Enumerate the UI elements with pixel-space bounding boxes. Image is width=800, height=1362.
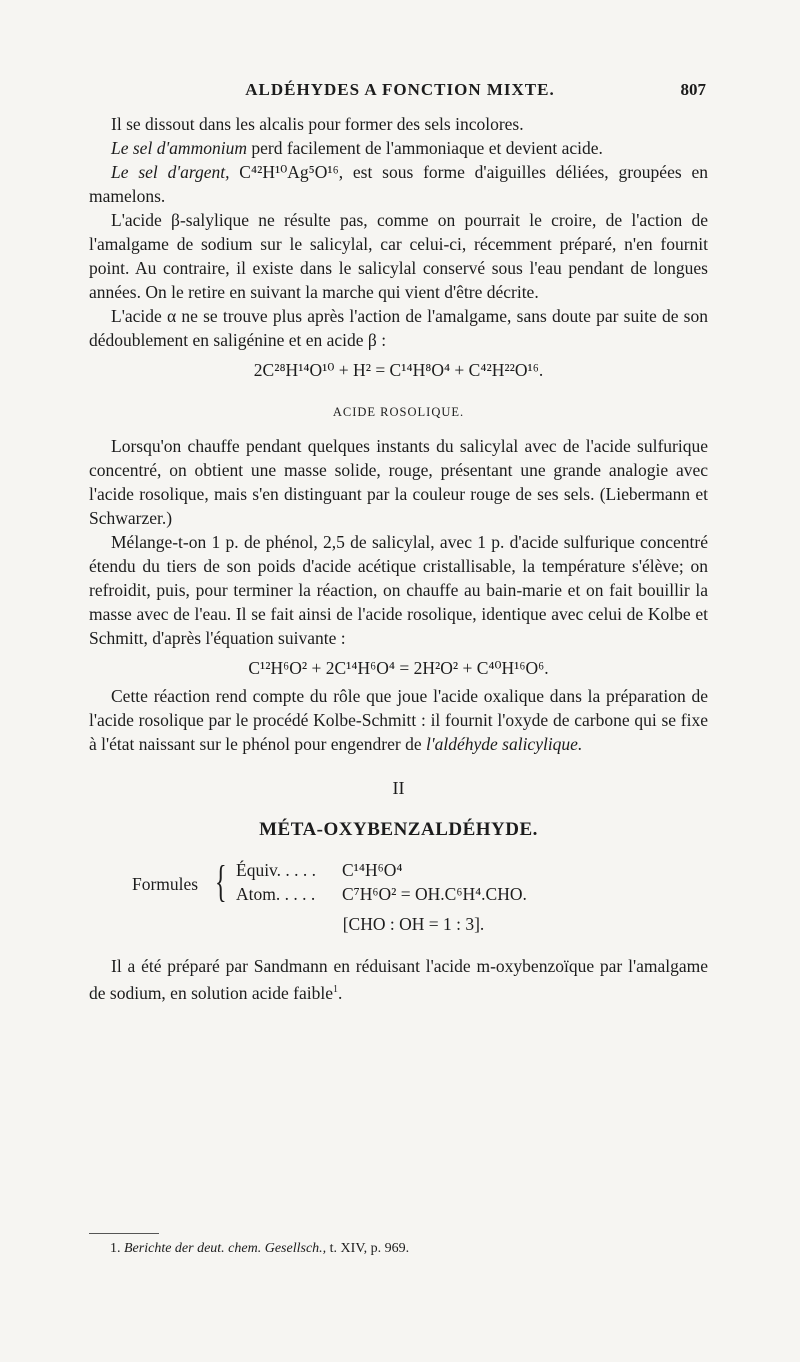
formula-value: C¹⁴H⁶O⁴ bbox=[342, 860, 403, 880]
paragraph: Lorsqu'on chauffe pendant quelques instants du salicylal avec de l'acide sulfurique concentré, on obtient une masse solide, rouge, présentant une grande analogie avec l'acide rosolique, mais s'en distinguant par la couleur rouge de ses sels. (Liebermann et Schwarzer.) bbox=[89, 436, 708, 528]
paragraph bbox=[89, 954, 708, 1005]
emphasis: l'aldéhyde salicylique. bbox=[426, 734, 583, 754]
footnote-divider bbox=[89, 1233, 159, 1234]
page-number: 807 bbox=[680, 80, 706, 99]
footnote-text: t. XIV, p. 969. bbox=[326, 1241, 410, 1256]
footnote-source: Berichte der deut. chem. Gesellsch., bbox=[124, 1241, 327, 1256]
formulas-block bbox=[89, 858, 708, 910]
formula-key: Atom. . . . . bbox=[236, 884, 316, 904]
running-title: ALDÉHYDES A FONCTION MIXTE. bbox=[245, 80, 555, 99]
chapter-number: II bbox=[392, 778, 405, 798]
emphasis: Le sel d'argent, bbox=[111, 162, 230, 182]
paragraph: L'acide α ne se trouve plus après l'action de l'amalgame, sans doute par suite de son dédoublement en saligénine et en acide β : bbox=[89, 306, 708, 350]
paragraph-text: . bbox=[337, 982, 343, 1003]
paragraph: Mélange-t-on 1 p. de phénol, 2,5 de salicylal, avec 1 p. d'acide sulfurique concentré étendu du tiers de son poids d'acide acétique cristallisable, la température s'élève; on refroidit, puis, pour terminer la réaction, on chauffe au bain-marie et on fait bouillir la masse avec de l'eau. Il se fait ainsi de l'acide rosolique, identique avec celui de Kolbe et Schmitt, d'après l'équation suivante : bbox=[89, 532, 708, 648]
section-heading: ACIDE ROSOLIQUE. bbox=[332, 405, 465, 419]
chapter-title: MÉTA-OXYBENZALDÉHYDE. bbox=[259, 819, 538, 840]
formula-inline: C⁴²H¹⁰Ag⁵O¹⁶, bbox=[229, 162, 344, 182]
formula-value: C⁷H⁶O² = OH.C⁶H⁴.CHO. bbox=[342, 884, 527, 904]
footnote-number: 1. bbox=[110, 1241, 121, 1256]
equation: 2C²⁸H¹⁴O¹⁰ + H² = C¹⁴H⁸O⁴ + C⁴²H²²O¹⁶. bbox=[253, 360, 544, 380]
paragraph: L'acide β-salylique ne résulte pas, comme on pourrait le croire, de l'action de l'amalgame de sodium sur le salicylal, car celui-ci, récemment préparé, n'en fournit point. Au contraire, il existe dans le salicylal conservé sous l'eau pendant de longues années. On le retire en suivant la marche qui vient d'être décrite. bbox=[89, 210, 708, 302]
formula-key: Équiv. . . . . bbox=[236, 860, 317, 880]
body-text bbox=[89, 112, 708, 1005]
ratio-formula: [CHO : OH = 1 : 3]. bbox=[342, 914, 485, 934]
paragraph-text: perd facilement de l'ammoniaque et devient acide. bbox=[246, 138, 603, 158]
paragraph bbox=[89, 136, 708, 160]
paragraph bbox=[89, 684, 708, 756]
paragraph-text: est sous forme d'aiguilles déliées, groupées en mamelons. bbox=[89, 162, 708, 206]
formulas-label: Formules bbox=[132, 874, 199, 894]
footnote bbox=[110, 1241, 409, 1257]
emphasis: Le sel d'ammonium bbox=[111, 138, 247, 158]
footnote-ref[interactable]: 1 bbox=[332, 984, 338, 995]
paragraph-text: Il a été préparé par Sandmann en réduisant l'acide m-oxybenzoïque par l'amalgame de sodium, en solution acide faible bbox=[89, 956, 708, 1003]
paragraph: Il se dissout dans les alcalis pour former des sels incolores. bbox=[111, 114, 524, 134]
running-header bbox=[0, 80, 800, 110]
equation: C¹²H⁶O² + 2C¹⁴H⁶O⁴ = 2H²O² + C⁴⁰H¹⁶O⁶. bbox=[248, 658, 549, 678]
paragraph bbox=[89, 160, 708, 208]
brace-icon: { bbox=[215, 857, 227, 906]
paragraph-text: Cette réaction rend compte du rôle que joue l'acide oxalique dans la préparation de l'acide rosolique par le procédé Kolbe-Schmitt : il fournit l'oxyde de carbone qui se fixe à l'état naissant sur le phénol pour engendrer de bbox=[89, 686, 708, 754]
